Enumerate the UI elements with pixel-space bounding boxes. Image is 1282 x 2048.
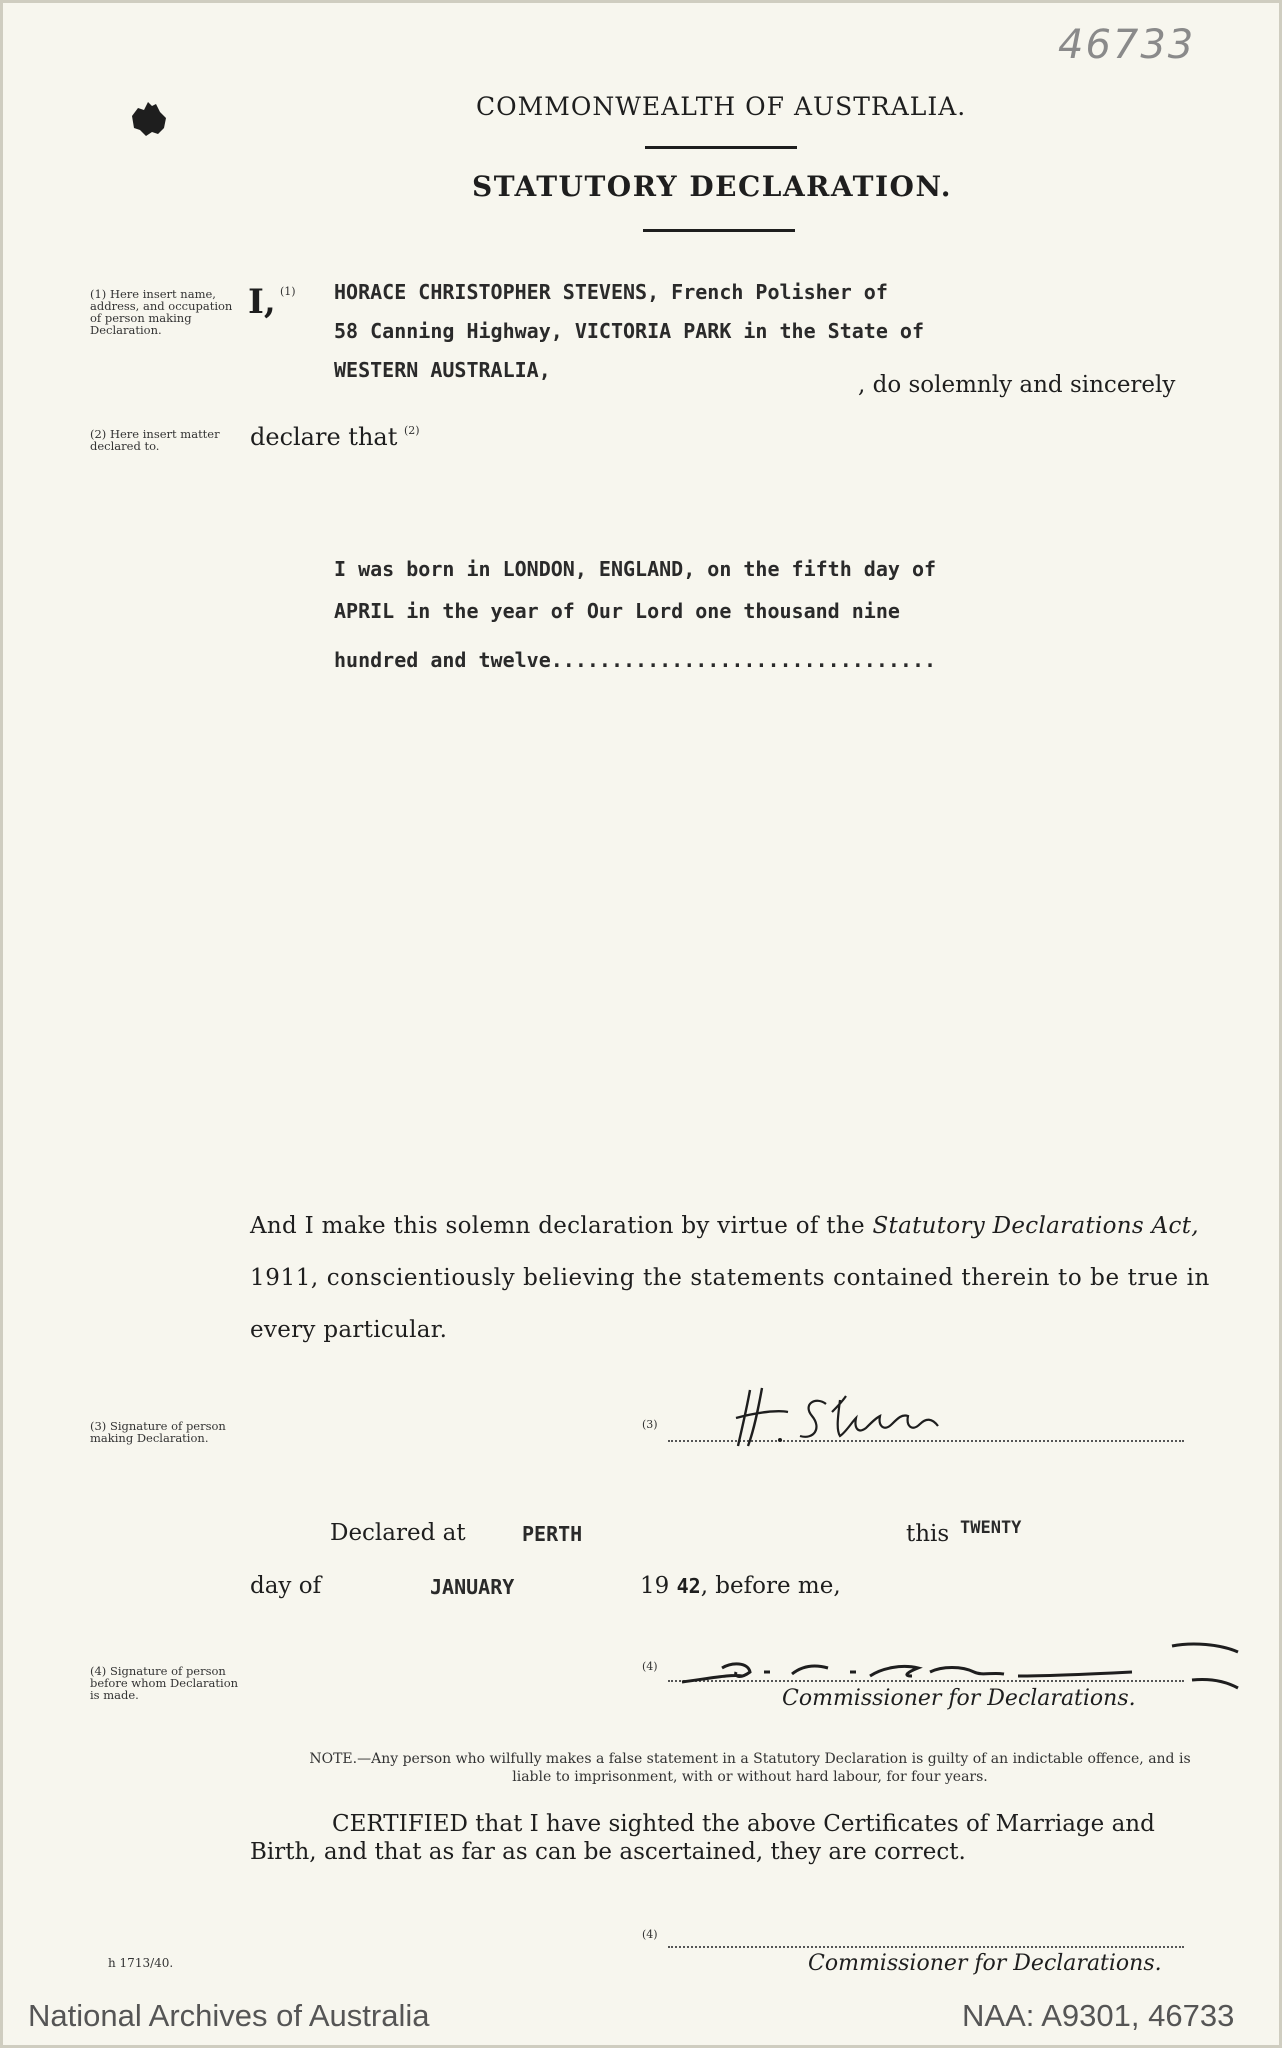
header-title: STATUTORY DECLARATION.: [472, 170, 953, 203]
declarant-pronoun: I,: [248, 282, 276, 322]
act-name: Statutory Declarations Act,: [872, 1213, 1199, 1239]
year-prefix: 19: [640, 1573, 670, 1599]
margin-note-4: (4) Signature of person before whom Declaration is made.: [90, 1664, 239, 1702]
matter-line-1: I was born in LONDON, ENGLAND, on the fifth day of: [334, 557, 937, 581]
margin-note-2: (2) Here insert matter declared to.: [90, 427, 220, 453]
margin-note-1: (1) Here insert name, address, and occupation of person making Declaration.: [90, 287, 233, 337]
commissioner-1-label: Commissioner for Declarations.: [782, 1686, 1136, 1711]
handwritten-number: 46733: [1058, 22, 1196, 68]
year-line: [640, 1573, 841, 1599]
this-label: this: [906, 1521, 950, 1547]
certified-text: CERTIFIED that I have sighted the above Certificates of Marriage and Birth, and that as far as can be ascertained, they are correct.: [250, 1811, 1155, 1865]
header-rule-top: [645, 146, 797, 149]
solemn-line-1-text: And I make this solemn declaration by virtue of the: [250, 1213, 873, 1239]
header-country: COMMONWEALTH OF AUSTRALIA.: [476, 92, 967, 121]
matter-line-3: hundred and twelve................................: [334, 648, 937, 672]
australia-map-icon: [128, 98, 170, 140]
footer-archive-name: National Archives of Australia: [28, 1998, 430, 2033]
commissioner-2-marker: (4): [642, 1928, 658, 1941]
declared-at-label: Declared at: [330, 1520, 466, 1546]
declarant-line-1: HORACE CHRISTOPHER STEVENS, French Polisher of: [334, 280, 888, 304]
header-rule-bottom: [643, 229, 795, 232]
legal-note: NOTE.—Any person who wilfully makes a false statement in a Statutory Declaration is guilty of an indictable offence, and is liable to imprisonment, with or without hard labour, for four years.: [309, 1751, 1191, 1785]
declarant-line-3: WESTERN AUSTRALIA,: [334, 358, 551, 382]
solemn-line-1: [250, 1213, 1199, 1239]
matter-line-2: APRIL in the year of Our Lord one thousand nine: [334, 599, 900, 623]
declarant-solemnly: , do solemnly and sincerely: [858, 372, 1176, 398]
before-me: , before me,: [700, 1573, 841, 1599]
declarant-signature: [728, 1382, 948, 1452]
day-of-label: day of: [250, 1573, 322, 1599]
form-code: h 1713/40.: [108, 1956, 174, 1970]
commissioner-1-marker: (4): [642, 1660, 658, 1673]
declare-text: declare that: [250, 423, 398, 451]
year-suffix: 42: [676, 1574, 701, 1598]
solemn-line-3: every particular.: [250, 1317, 448, 1343]
commissioner-2-line: [668, 1946, 1184, 1948]
footer-reference: NAA: A9301, 46733: [962, 1998, 1235, 2033]
solemn-line-2: 1911, conscientiously believing the statements contained therein to be true in: [250, 1265, 1210, 1291]
commissioner-2-label: Commissioner for Declarations.: [808, 1951, 1162, 1976]
declared-day: TWENTY: [960, 1518, 1022, 1538]
signature-marker: (3): [642, 1418, 658, 1431]
declare-marker: (2): [404, 424, 420, 437]
margin-note-3: (3) Signature of person making Declaration.: [90, 1419, 226, 1445]
declared-place: PERTH: [522, 1522, 583, 1546]
declarant-line-2: 58 Canning Highway, VICTORIA PARK in the State of: [334, 319, 925, 343]
declarant-marker: (1): [280, 285, 296, 298]
declared-month: JANUARY: [430, 1575, 515, 1599]
